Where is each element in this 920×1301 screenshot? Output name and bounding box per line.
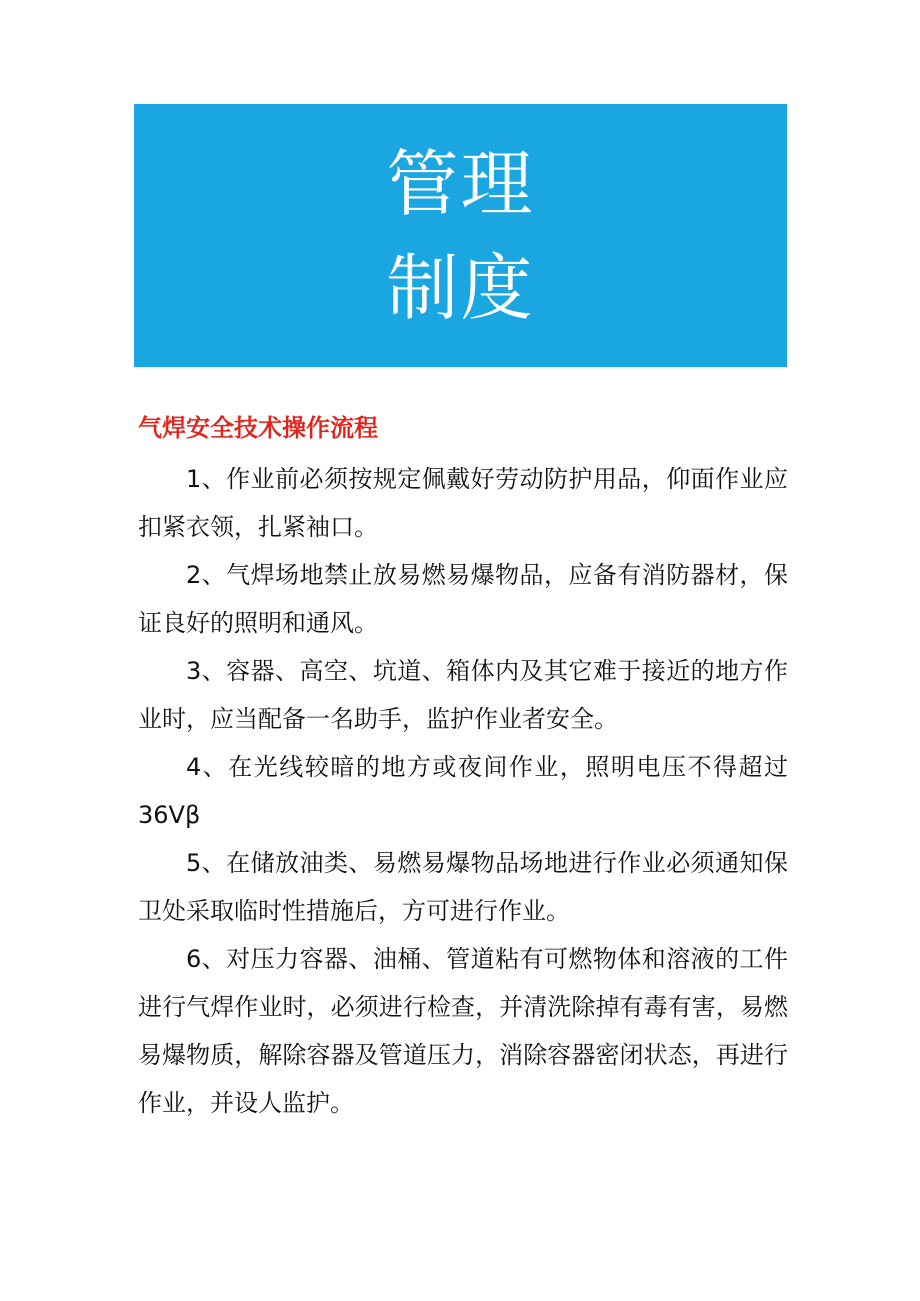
document-title: 气焊安全技术操作流程: [138, 414, 378, 442]
document-body: [138, 455, 788, 1127]
banner-title-line-2: 制度: [386, 245, 535, 330]
banner-title-line-1: 管理: [386, 141, 535, 226]
rule-item-4: 4、在光线较暗的地方或夜间作业，照明电压不得超过36Vβ: [138, 753, 788, 829]
title-banner: [134, 104, 787, 367]
rule-item-6: 6、对压力容器、油桶、管道粘有可燃物体和溶液的工件进行气焊作业时，必须进行检查，并清洗除掉有毒有害，易燃易爆物质，解除容器及管道压力，消除容器密闭状态，再进行作业，并设人监护。: [138, 945, 788, 1117]
rule-item-1: 1、作业前必须按规定佩戴好劳动防护用品，仰面作业应扣紧衣领，扎紧袖口。: [138, 465, 788, 541]
rule-item-3: 3、容器、高空、坑道、箱体内及其它难于接近的地方作业时，应当配备一名助手，监护作业者安全。: [138, 657, 788, 733]
rule-item-5: 5、在储放油类、易燃易爆物品场地进行作业必须通知保卫处采取临时性措施后，方可进行作业。: [138, 849, 788, 925]
rule-item-2: 2、气焊场地禁止放易燃易爆物品，应备有消防器材，保证良好的照明和通风。: [138, 561, 788, 637]
